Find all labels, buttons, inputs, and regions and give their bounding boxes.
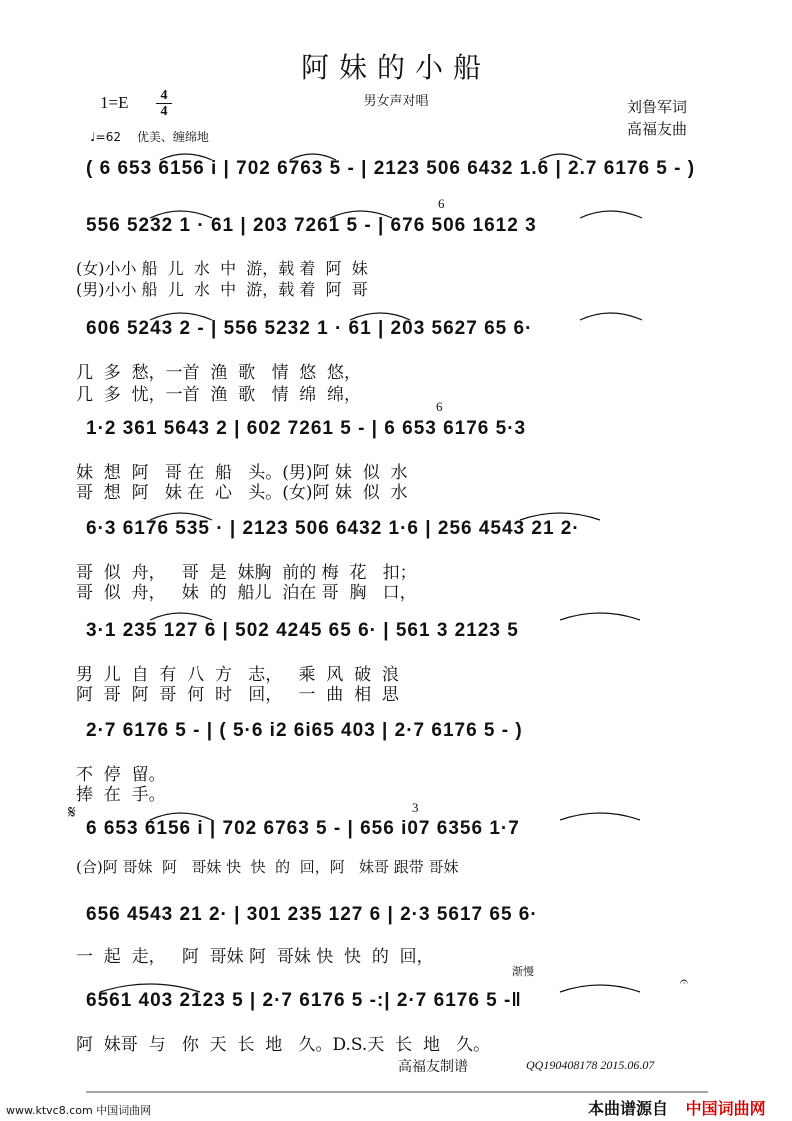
slur-5 bbox=[330, 211, 392, 218]
meter-top: 4 bbox=[160, 88, 168, 103]
lyric-row-5b: 哥 似 舟， 妹 的 船儿 泊在 哥 胸 口， bbox=[76, 583, 417, 603]
segno-sign: 𝄋 bbox=[68, 802, 76, 822]
slur-9 bbox=[580, 313, 642, 320]
notes-row-2: 556 5232 1 · 61 | 203 7261 5 - | 676 506 1612 3 bbox=[86, 215, 537, 236]
song-subtitle: 男女声对唱 bbox=[363, 94, 429, 109]
lyric-row-3a: 几 多 愁，一首 渔 歌 情 悠 悠， bbox=[76, 363, 362, 383]
engraver-credit: 高福友制谱 bbox=[398, 1059, 468, 1075]
lyric-row-4b: 哥 想 阿 妹 在 心 头。(女)阿 妹 似 水 bbox=[76, 483, 408, 503]
lyric-row-7b: 捧 在 手。 bbox=[76, 785, 166, 805]
slur-16 bbox=[100, 984, 200, 992]
slur-14 bbox=[150, 813, 212, 820]
slur-17 bbox=[560, 985, 640, 992]
slur-13 bbox=[560, 613, 640, 620]
lyric-row-9: 一 起 走， 阿 哥妹 阿 哥妹 快 快 的 回， bbox=[76, 947, 434, 967]
grace-note-row-8: 3 bbox=[412, 800, 419, 815]
lyric-row-10: 阿 妹哥 与 你 天 长 地 久。D.S.天 长 地 久。 bbox=[76, 1035, 491, 1055]
lyric-row-8: (合)阿 哥妹 阿 哥妹 快 快 的 回，阿 妹哥 跟带 哥妹 bbox=[76, 858, 459, 876]
grace-note-row-4: 6 bbox=[436, 399, 443, 414]
lyricist-credit: 刘鲁军词 bbox=[627, 98, 688, 116]
notes-row-1: ( 6 653 6156 i | 702 6763 5 - | 2123 506 6432 1.6 | 2.7 6176 5 - ) bbox=[86, 158, 696, 179]
tempo-value: ♩=62 bbox=[90, 130, 121, 144]
notes-row-3: 606 5243 2 - | 556 5232 1 · 61 | 203 5627 65 6· bbox=[86, 318, 533, 339]
notes-row-10: 6561 403 2123 5 | 2·7 6176 5 -:| 2·7 6176 5 -‖ bbox=[86, 990, 522, 1011]
slur-11 bbox=[520, 513, 600, 520]
engraver-id-date: QQ190408178 2015.06.07 bbox=[526, 1058, 655, 1072]
meter-bottom: 4 bbox=[156, 103, 172, 119]
notes-row-5: 6·3 6176 535 · | 2123 506 6432 1·6 | 256 4543 21 2· bbox=[86, 518, 580, 539]
slur-4 bbox=[150, 211, 212, 218]
site-watermark-right bbox=[588, 1096, 766, 1119]
ritardando-marking: 渐慢 bbox=[512, 966, 534, 978]
lyric-row-6b: 阿 哥 阿 哥 何 时 回， 一 曲 相 思 bbox=[76, 685, 399, 705]
lyric-row-6a: 男 儿 自 有 八 方 志， 乘 风 破 浪 bbox=[76, 665, 399, 685]
slur-8 bbox=[350, 313, 410, 320]
grace-note-row-2: 6 bbox=[438, 196, 445, 211]
composer-credit: 高福友曲 bbox=[627, 120, 688, 138]
lyric-row-3b: 几 多 忧，一首 渔 歌 情 绵 绵， bbox=[76, 385, 362, 405]
site-watermark-left: www.ktvc8.com 中国词曲网 bbox=[6, 1104, 152, 1117]
notes-row-7: 2·7 6176 5 - | ( 5·6 i2 6i65 403 | 2·7 6176 5 - ) bbox=[86, 720, 523, 741]
notes-row-6: 3·1 235 127 6 | 502 4245 65 6· | 561 3 2123 5 bbox=[86, 620, 519, 641]
notes-row-8: 6 653 6156 i | 702 6763 5 - | 656 i07 6356 1·7 bbox=[86, 818, 520, 839]
slur-15 bbox=[560, 813, 640, 820]
expression-marking: 优美、缠绵地 bbox=[136, 130, 209, 144]
lyric-row-2b: (男)小小 船 儿 水 中 游，载 着 阿 哥 bbox=[76, 280, 368, 299]
key-signature: 1=E bbox=[100, 93, 129, 112]
slur-6 bbox=[580, 211, 642, 218]
notes-row-4: 1·2 361 5643 2 | 602 7261 5 - | 6 653 6176 5·3 bbox=[86, 418, 527, 439]
slur-12 bbox=[150, 613, 212, 620]
slur-2 bbox=[290, 154, 336, 160]
lyric-row-4a: 妹 想 阿 哥 在 船 头。(男)阿 妹 似 水 bbox=[76, 463, 408, 483]
lyric-row-7a: 不 停 留。 bbox=[76, 765, 166, 785]
notes-row-9: 656 4543 21 2· | 301 235 127 6 | 2·3 5617 65 6· bbox=[86, 904, 538, 925]
lyric-row-5a: 哥 似 舟， 哥 是 妹胸 前的 梅 花 扣； bbox=[76, 563, 417, 583]
site-source-text: 本曲谱源自 bbox=[588, 1099, 669, 1118]
lyric-row-2a: (女)小小 船 儿 水 中 游，载 着 阿 妹 bbox=[76, 259, 368, 278]
slur-10 bbox=[150, 513, 212, 520]
slur-7 bbox=[150, 313, 212, 320]
site-name-text: 中国词曲网 bbox=[685, 1099, 766, 1118]
song-title: 阿妹的小船 bbox=[300, 51, 491, 84]
fermata-sign: 𝄐 bbox=[680, 975, 688, 990]
slur-1 bbox=[160, 154, 212, 160]
slur-3 bbox=[540, 154, 582, 160]
